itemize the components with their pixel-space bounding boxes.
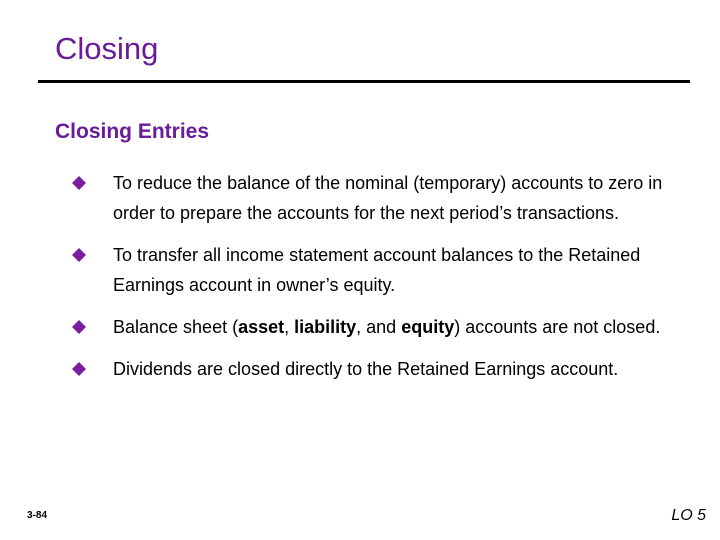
bullet-item [72, 312, 682, 342]
bullet-item [72, 354, 682, 384]
title-divider [38, 80, 690, 83]
bullet-text-part: , and [356, 317, 402, 337]
bullet-text-part: Balance sheet ( [113, 317, 239, 337]
bullet-list [72, 168, 682, 396]
bullet-text-part: , [284, 317, 295, 337]
term-asset: asset [238, 317, 285, 337]
diamond-bullet-icon [72, 248, 86, 262]
bullet-text [113, 312, 682, 342]
bullet-item [72, 168, 682, 228]
diamond-bullet-icon [72, 176, 86, 190]
slide-subtitle: Closing Entries [55, 120, 210, 143]
learning-objective: LO 5 [671, 507, 706, 524]
bullet-text: To transfer all income statement account balances to the Retained Earnings account in owner’s equity. [113, 245, 641, 295]
bullet-text-part: ) accounts are not closed. [454, 317, 661, 337]
diamond-bullet-icon [72, 362, 86, 376]
bullet-text: To reduce the balance of the nominal (temporary) accounts to zero in order to prepare the accounts for the next period’s transactions. [113, 173, 663, 223]
term-equity: equity [401, 317, 455, 337]
diamond-bullet-icon [72, 320, 86, 334]
term-liability: liability [294, 317, 357, 337]
slide-title: Closing [55, 31, 159, 66]
bullet-item [72, 240, 682, 300]
bullet-text: Dividends are closed directly to the Retained Earnings account. [113, 359, 619, 379]
slide-number: 3-84 [27, 510, 48, 521]
